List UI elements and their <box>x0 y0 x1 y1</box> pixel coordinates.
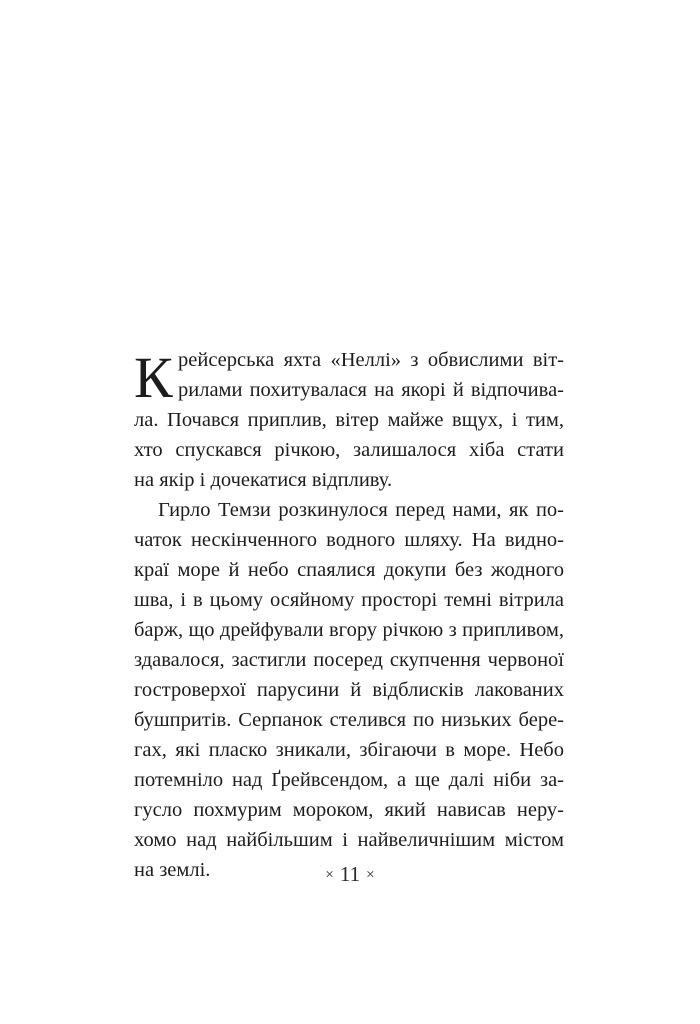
text-line: на землі. <box>134 859 211 881</box>
text-line: гах, які пласко зникали, збігаючи в море. Небо <box>134 739 564 761</box>
text-line: рилами похитувалася на якорі й відпочива- <box>178 379 564 401</box>
text-line: рейсерська яхта «Неллі» з обвислими віт- <box>178 349 564 371</box>
drop-cap: К <box>134 345 173 410</box>
ornament-right-icon: × <box>366 867 375 883</box>
ornament-left-icon: × <box>325 867 334 883</box>
text-line: гусло похмурим мороком, який нависав неру- <box>134 799 564 821</box>
text-line: здавалося, застигли посеред скупчення червоної <box>134 649 564 671</box>
text-line: гостроверхої парусини й відблисків лакованих <box>134 679 564 701</box>
text-line: Гирло Темзи розкинулося перед нами, як по- <box>158 499 564 521</box>
text-line: барж, що дрейфували вгору річкою з припливом, <box>134 619 564 641</box>
page-number: 11 <box>339 862 361 886</box>
page-number-footer <box>0 861 700 888</box>
text-line: ла. Почався приплив, вітер майже вщух, і тим, <box>134 409 564 431</box>
text-line: шва, і в цьому осяйному просторі темні вітрила <box>134 589 564 611</box>
text-line: на якір і дочекатися відпливу. <box>134 469 393 491</box>
text-line: краї море й небо спаялися докупи без жодного <box>134 559 564 581</box>
text-line: хомо над найбільшим і найвеличнішим містом <box>134 829 564 851</box>
text-line: потемніло над Ґрейвсендом, а ще далі ніби за- <box>134 769 564 791</box>
text-line: чаток нескінченного водного шляху. На видно- <box>134 529 564 551</box>
text-line: хто спускався річкою, залишалося хіба стати <box>134 439 564 461</box>
text-line: бушпритів. Серпанок стелився по низьких бере- <box>134 709 564 731</box>
